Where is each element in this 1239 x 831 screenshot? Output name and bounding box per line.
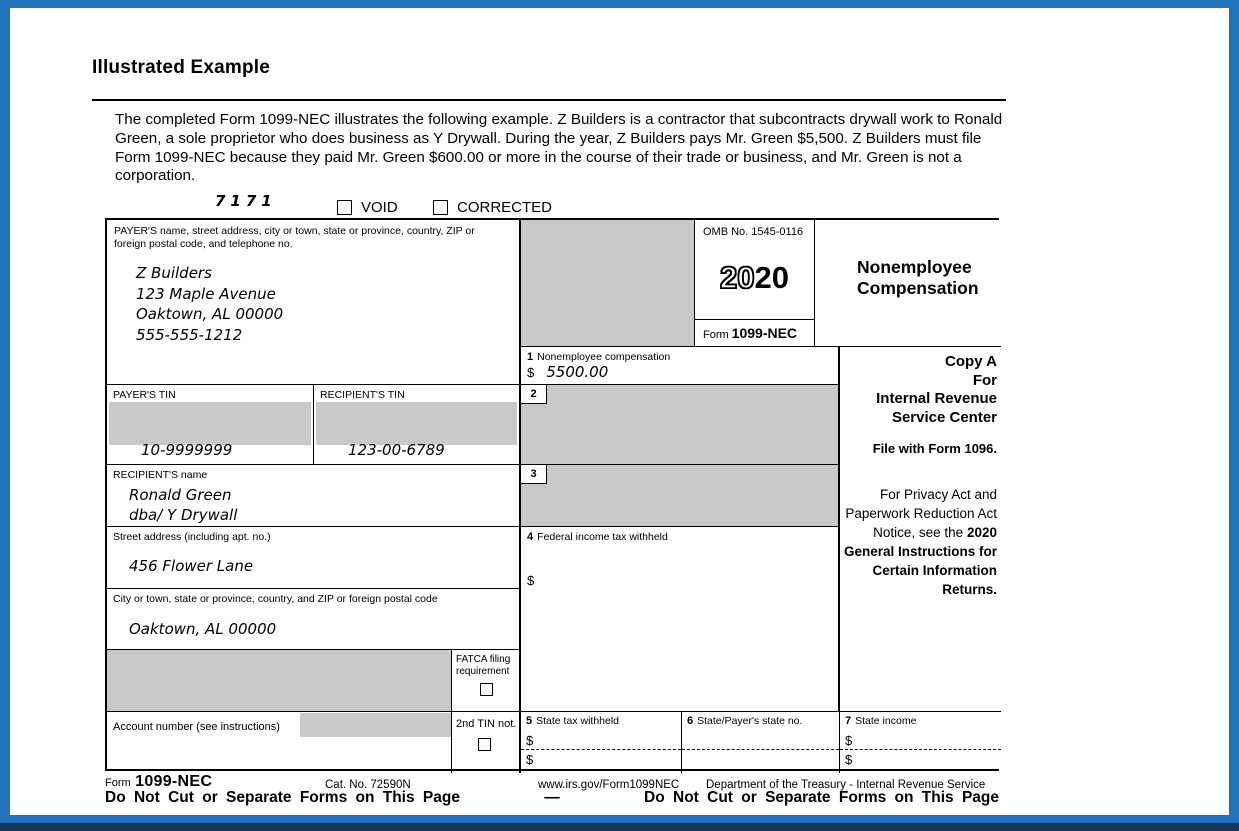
box5-dollar-row-1: $ bbox=[521, 733, 681, 750]
box7-label: 7 State income bbox=[845, 715, 917, 727]
recipient-tin-box bbox=[314, 385, 521, 465]
copy-a-block bbox=[840, 347, 1001, 459]
city-label: City or town, state or province, country, and ZIP or foreign postal code bbox=[113, 593, 438, 605]
second-tin-label: 2nd TIN not. bbox=[456, 718, 517, 730]
recipient-name-box bbox=[107, 465, 521, 527]
omb-number: OMB No. 1545-0116 bbox=[703, 226, 804, 238]
payer-phone-value: 555-555-1212 bbox=[136, 325, 243, 344]
do-not-cut-dash: — bbox=[544, 789, 560, 806]
do-not-cut-left: Do Not Cut or Separate Forms on This Page bbox=[105, 789, 460, 806]
corrected-checkbox[interactable] bbox=[433, 200, 448, 215]
recipient-tin-label: RECIPIENT'S TIN bbox=[320, 389, 405, 401]
omb-box bbox=[695, 220, 815, 347]
irs-url: www.irs.gov/Form1099NEC bbox=[538, 779, 680, 791]
copy-a-line: Copy A bbox=[945, 353, 997, 370]
file-with-note: File with Form 1096. bbox=[872, 441, 997, 456]
corrected-label: CORRECTED bbox=[457, 199, 553, 216]
void-checkbox[interactable] bbox=[337, 200, 352, 215]
box3-shaded bbox=[521, 465, 840, 527]
box6-label: 6 State/Payer's state no. bbox=[687, 715, 803, 727]
payer-tin-shade bbox=[109, 402, 311, 445]
box4-dollar-sign: $ bbox=[527, 573, 535, 588]
second-tin-box bbox=[452, 712, 521, 773]
do-not-cut-banner bbox=[105, 789, 999, 807]
recipient-tin-shade bbox=[316, 402, 517, 445]
tax-year-solid: 20 bbox=[754, 259, 789, 295]
box2-shaded bbox=[521, 385, 840, 465]
form-code: 7171 bbox=[215, 192, 277, 210]
account-number-label: Account number (see instructions) bbox=[113, 721, 280, 733]
fatca-box bbox=[452, 650, 521, 712]
intro-paragraph: The completed Form 1099-NEC illustrates the following example. Z Builders is a contractor that subcontracts drywall work to Ronald Green, a sole proprietor who does business as Y Drywall. During the year, Z Builders pays Mr. Green $5,500. Z Builders must file Form 1099-NEC because they paid Mr. Green $600.00 or more in the course of their trade or business, and Mr. Green is not a corporation. bbox=[115, 111, 1003, 185]
box6-entry-row-1 bbox=[682, 733, 839, 750]
street-address-value: 456 Flower Lane bbox=[129, 557, 254, 575]
box4-label: 4 Federal income tax withheld bbox=[527, 531, 668, 543]
footer-form-id: Form 1099-NEC bbox=[105, 773, 213, 790]
street-address-label: Street address (including apt. no.) bbox=[113, 531, 271, 543]
box7-dollar-row-1: $ bbox=[840, 733, 1001, 750]
title-rule bbox=[92, 99, 1006, 101]
fatca-label: FATCA filing requirement bbox=[456, 654, 511, 677]
box1-label: 1 Nonemployee compensation bbox=[527, 351, 671, 363]
tax-year-outline: 20 bbox=[720, 259, 755, 295]
fatca-checkbox[interactable] bbox=[480, 683, 493, 696]
payer-name-value: Z Builders bbox=[136, 264, 212, 282]
shaded-area-top bbox=[521, 220, 695, 347]
payer-info-box bbox=[107, 220, 521, 385]
recipient-dba-value: dba/ Y Drywall bbox=[129, 506, 238, 524]
box5-state-tax-withheld bbox=[521, 712, 682, 773]
box7-state-income bbox=[840, 712, 1001, 773]
box3-number-chip: 3 bbox=[521, 465, 547, 484]
account-number-box bbox=[107, 712, 452, 773]
catalog-number: Cat. No. 72590N bbox=[325, 779, 411, 791]
box6-state-payer-no bbox=[682, 712, 840, 773]
payer-tin-label: PAYER'S TIN bbox=[113, 389, 176, 401]
payer-street-value: 123 Maple Avenue bbox=[136, 284, 276, 303]
box4-federal-tax-withheld bbox=[521, 527, 840, 712]
payer-city-value: Oaktown, AL 00000 bbox=[136, 305, 284, 323]
tax-year bbox=[695, 238, 814, 319]
recipient-tin-value: 123-00-6789 bbox=[348, 441, 445, 459]
payer-values bbox=[136, 263, 509, 345]
payer-tin-box bbox=[107, 385, 314, 465]
bottom-navy-strip bbox=[0, 823, 1239, 831]
recipient-name-value: Ronald Green bbox=[129, 486, 232, 504]
copy-a-column bbox=[840, 347, 1001, 712]
box1-value: 5500.00 bbox=[546, 363, 609, 381]
payer-tin-value: 10-9999999 bbox=[141, 441, 233, 459]
copy-a-line: For bbox=[972, 371, 997, 389]
box5-label: 5 State tax withheld bbox=[526, 715, 620, 727]
shaded-area-bottom-left bbox=[107, 650, 452, 712]
recipient-name-values bbox=[129, 485, 519, 525]
box5-dollar-row-2: $ bbox=[526, 752, 534, 767]
account-number-shade bbox=[300, 713, 451, 737]
street-address-box bbox=[107, 527, 521, 589]
void-label: VOID bbox=[361, 199, 398, 216]
form-title: Nonemployee Compensation bbox=[815, 220, 1001, 347]
do-not-cut-right: Do Not Cut or Separate Forms on This Page bbox=[644, 789, 999, 806]
box2-number-chip: 2 bbox=[521, 385, 547, 404]
box1-nonemployee-compensation bbox=[521, 347, 840, 385]
form-1099-nec bbox=[105, 218, 999, 771]
copy-a-line: Internal Revenue bbox=[876, 390, 997, 407]
department-line: Department of the Treasury - Internal Revenue Service bbox=[706, 779, 986, 791]
privacy-act-note: For Privacy Act and Paperwork Reduction Act Notice, see the 2020 General Instructions for Certain Information Returns. bbox=[843, 486, 997, 597]
box1-amount: $ 5500.00 bbox=[527, 363, 609, 381]
second-tin-checkbox[interactable] bbox=[478, 738, 491, 751]
city-box bbox=[107, 589, 521, 650]
recipient-name-label: RECIPIENT'S name bbox=[113, 469, 208, 481]
page-title: Illustrated Example bbox=[92, 57, 271, 78]
box7-dollar-row-2: $ bbox=[845, 752, 853, 767]
city-value: Oaktown, AL 00000 bbox=[129, 620, 277, 638]
payer-label: PAYER'S name, street address, city or town, state or province, country, ZIP or foreign postal code, and telephone no. bbox=[114, 225, 475, 250]
omb-form-name: Form 1099-NEC bbox=[695, 319, 814, 346]
copy-a-line: Service Center bbox=[891, 408, 997, 426]
